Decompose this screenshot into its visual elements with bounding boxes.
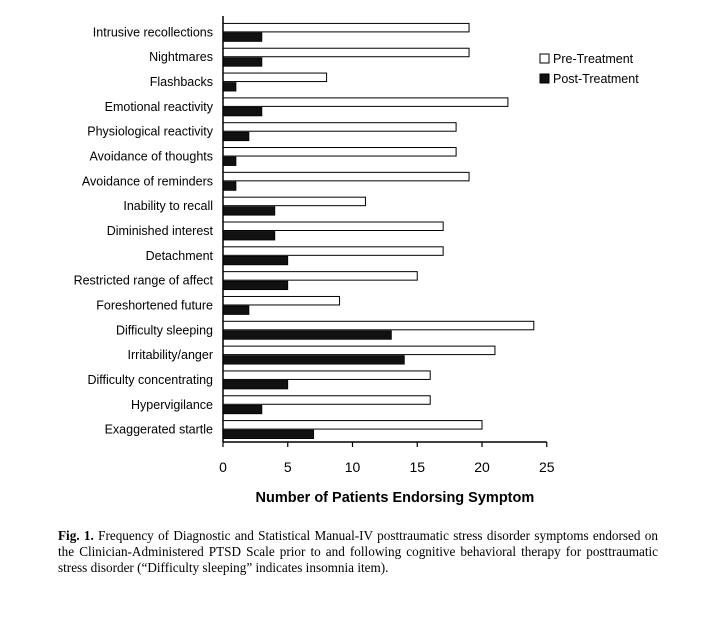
- x-tick-label: 15: [409, 459, 426, 475]
- bar-post-treatment-inability-to-recall: [223, 207, 275, 216]
- bar-pre-treatment-emotional-reactivity: [223, 98, 508, 107]
- bar-pre-treatment-avoidance-of-reminders: [223, 172, 469, 181]
- bar-pre-treatment-physiological-reactivity: [223, 123, 456, 131]
- bar-pre-treatment-restricted-range-of-affect: [223, 272, 417, 281]
- bar-post-treatment-difficulty-sleeping: [223, 331, 391, 340]
- bar-post-treatment-physiological-reactivity: [223, 132, 249, 141]
- bar-post-treatment-hypervigilance: [223, 405, 262, 414]
- legend-swatch-pre-treatment: [540, 54, 549, 63]
- category-label: Foreshortened future: [96, 298, 213, 313]
- category-labels: [74, 25, 214, 436]
- category-label: Restricted range of affect: [73, 273, 213, 288]
- bar-post-treatment-detachment: [223, 256, 288, 265]
- bar-pre-treatment-irritability-anger: [223, 346, 495, 355]
- x-tick-label: 10: [344, 459, 361, 475]
- bar-post-treatment-diminished-interest: [223, 232, 275, 241]
- x-ticks: [219, 442, 555, 475]
- category-label: Avoidance of reminders: [81, 174, 213, 189]
- category-label: Diminished interest: [106, 224, 213, 238]
- category-label: Inability to recall: [123, 199, 213, 214]
- bar-pre-treatment-intrusive-recollections: [223, 23, 469, 32]
- category-label: Physiological reactivity: [87, 124, 213, 139]
- category-label: Nightmares: [149, 50, 213, 65]
- bar-post-treatment-restricted-range-of-affect: [223, 281, 288, 290]
- category-label: Flashbacks: [149, 75, 213, 90]
- category-label: Difficulty sleeping: [115, 323, 213, 338]
- figure-caption: [58, 528, 658, 576]
- bar-post-treatment-foreshortened-future: [223, 306, 249, 315]
- category-label: Detachment: [145, 248, 213, 263]
- category-label: Intrusive recollections: [92, 25, 213, 40]
- bar-post-treatment-nightmares: [223, 58, 262, 66]
- bar-pre-treatment-difficulty-concentrating: [223, 371, 430, 380]
- bar-post-treatment-avoidance-of-thoughts: [223, 157, 236, 166]
- x-tick-label: 0: [219, 459, 227, 475]
- bars: [223, 23, 534, 438]
- category-label: Exaggerated startle: [104, 422, 213, 437]
- x-axis-title: Number of Patients Endorsing Symptom: [255, 490, 535, 506]
- legend-label-post-treatment: Post-Treatment: [553, 72, 639, 86]
- legend-swatch-post-treatment: [540, 74, 549, 83]
- bar-post-treatment-irritability-anger: [223, 356, 404, 365]
- x-tick-label: 5: [283, 459, 292, 475]
- bar-pre-treatment-nightmares: [223, 48, 469, 57]
- legend-label-pre-treatment: Pre-Treatment: [553, 52, 634, 66]
- category-label: Difficulty concentrating: [87, 372, 213, 387]
- x-tick-label: 25: [538, 459, 555, 475]
- legend: [540, 52, 639, 86]
- bar-post-treatment-intrusive-recollections: [223, 33, 262, 42]
- bar-pre-treatment-inability-to-recall: [223, 197, 365, 206]
- category-label: Avoidance of thoughts: [89, 149, 213, 164]
- bar-pre-treatment-detachment: [223, 247, 443, 256]
- category-label: Irritability/anger: [127, 348, 213, 363]
- bar-pre-treatment-avoidance-of-thoughts: [223, 148, 456, 157]
- bar-post-treatment-difficulty-concentrating: [223, 380, 288, 389]
- caption-text: Frequency of Diagnostic and Statistical Manual-IV posttraumatic stress disorder symptoms endorsed on the Clinician-Administered PTSD Scale prior to and following cognitive behavioral therapy for posttraumatic stress disorder (“Difficulty sleeping” indicates insomnia item).: [58, 528, 658, 575]
- bar-pre-treatment-foreshortened-future: [223, 296, 340, 305]
- bar-post-treatment-avoidance-of-reminders: [223, 182, 236, 191]
- bar-post-treatment-flashbacks: [223, 83, 236, 92]
- bar-pre-treatment-diminished-interest: [223, 222, 443, 231]
- bar-pre-treatment-flashbacks: [223, 73, 327, 82]
- figure-number: Fig. 1.: [58, 528, 94, 543]
- bar-pre-treatment-difficulty-sleeping: [223, 321, 534, 330]
- category-label: Hypervigilance: [131, 397, 213, 412]
- x-tick-label: 20: [474, 459, 490, 475]
- category-label: Emotional reactivity: [104, 99, 213, 114]
- bar-pre-treatment-exaggerated-startle: [223, 421, 482, 430]
- bar-pre-treatment-hypervigilance: [223, 396, 430, 405]
- bar-post-treatment-emotional-reactivity: [223, 107, 262, 116]
- bar-post-treatment-exaggerated-startle: [223, 430, 314, 439]
